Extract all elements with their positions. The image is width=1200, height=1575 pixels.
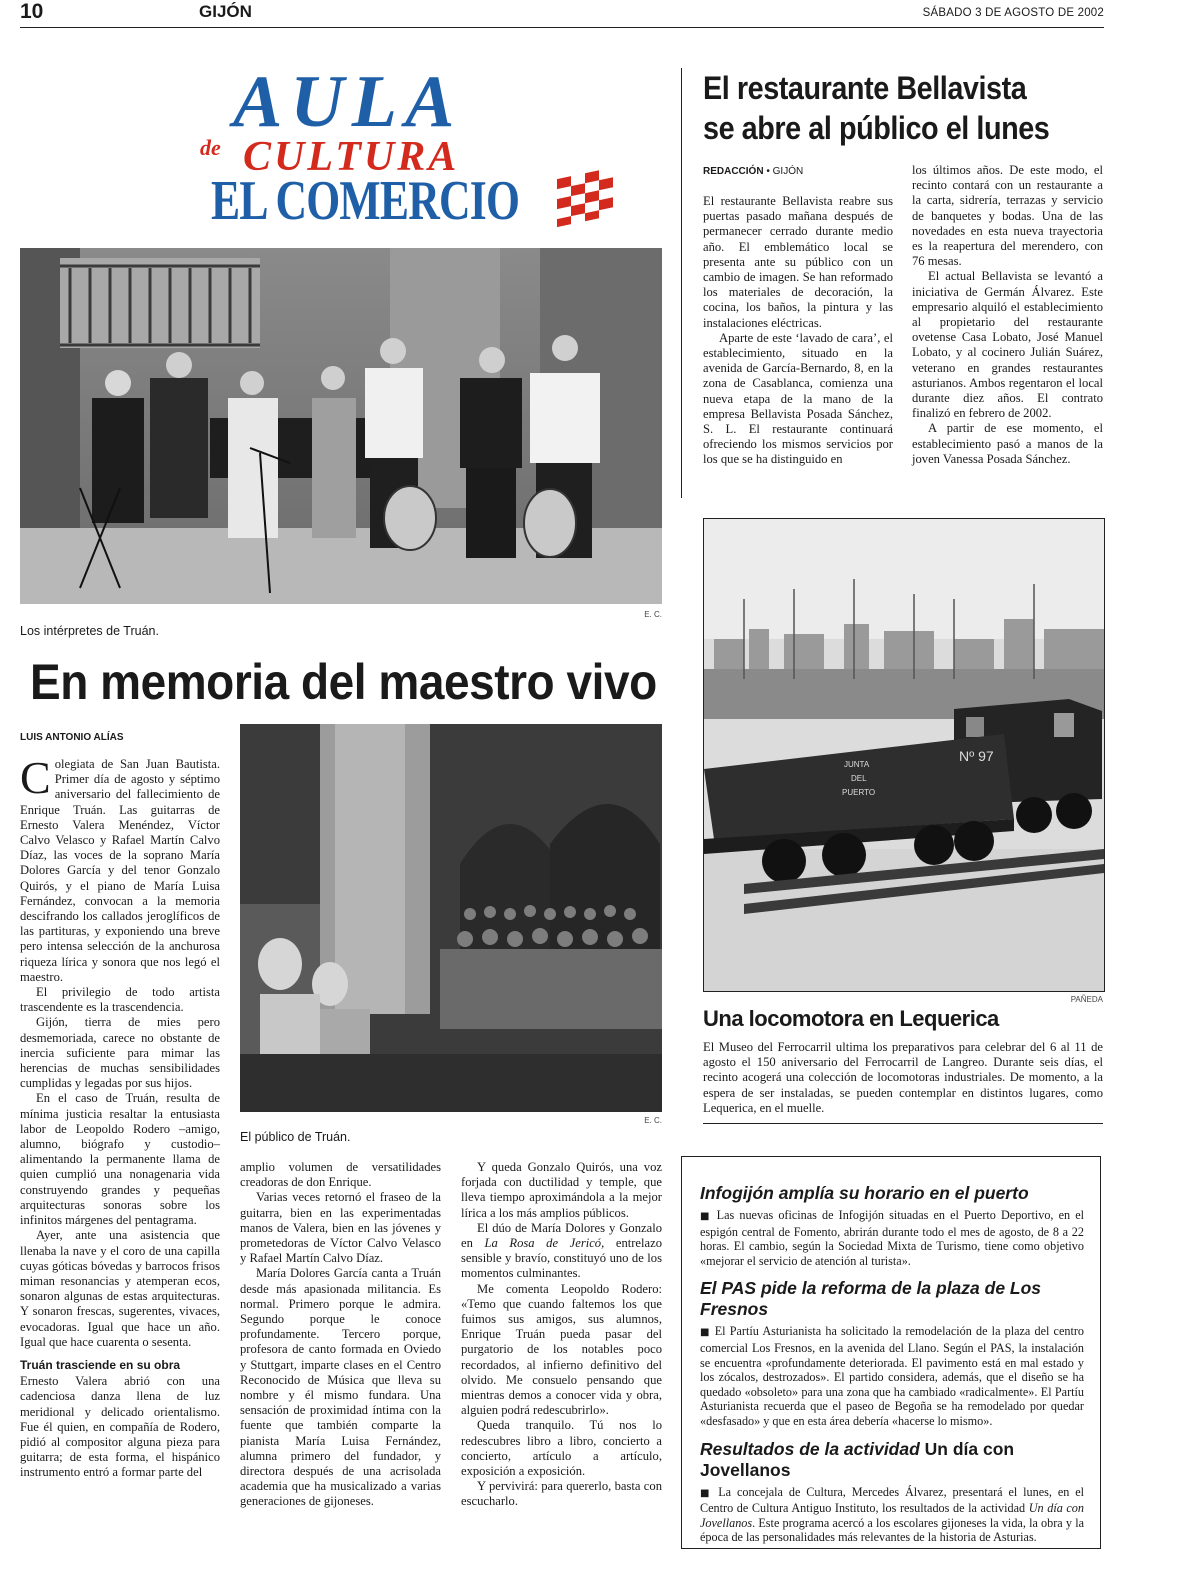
restaurant-col2 bbox=[912, 163, 1103, 467]
brief-item bbox=[700, 1183, 1084, 1268]
main-article-para: Ernesto Valera abrió con una cadenciosa danza llena de luz meridional y delicado orientalismo. Fue él quien, en compañía de Rodero, pidió al compositor alguna pieza para guitarra; de esta forma, el hispánico instrumento entró a formar parte del bbox=[20, 1374, 220, 1480]
wagon-text: JUNTA bbox=[844, 760, 870, 769]
restaurant-para: A partir de ese momento, el establecimiento pasó a manos de la joven Vanessa Posada Sánchez. bbox=[912, 421, 1103, 466]
bullet-icon: ■ bbox=[700, 1327, 711, 1339]
logo-aula: AULA bbox=[233, 61, 463, 143]
main-article-para: Varias veces retornó el fraseo de la guitarra, bien en las experimentadas manos de Valera, bien en las jóvenes y prometedoras de Víctor Calvo Velasco y Rafael Martín Calvo Díaz. bbox=[240, 1190, 441, 1266]
main-article-para: Colegiata de San Juan Bautista. Primer día de agosto y séptimo aniversario del fallecimiento de Enrique Truán. Las guitarras de Ernesto Valera Menéndez, Víctor Calvo Velasco y Rafael Martín Calvo Díaz, las voces de la soprano María Dolores García y del tenor Gonzalo Quirós, y el piano de María Luisa Fernández, convocan a la memoria descifrando los callados jeroglíficos de las partituras, y exponiendo una breve pero intensa selección de la anchurosa riqueza lírica y sonora que nos legó el maestro. bbox=[20, 752, 220, 984]
restaurant-para: Aparte de este ‘lavado de cara’, el establecimiento, situado en la avenida de García-Bernardo, 8, en la zona de Casablanca, comienza una nueva etapa de la mano de la empresa Bellavista Posada Sánchez, S. L. El restaurante continuará ofreciendo los mismos servicios por los que se ha distinguido en bbox=[703, 330, 893, 467]
brief-text: ■ La concejala de Cultura, Mercedes Álvarez, presentará el lunes, en el Centro de Cultura Antiguo Instituto, los resultados de la actividad Un día con Jovellanos. Este programa acercó a los escolares gijoneses la vida, la obra y la época de las personalidades más relevantes de la historia de Asturias. bbox=[700, 1484, 1085, 1545]
restaurant-col1 bbox=[703, 194, 893, 468]
main-article-para: El privilegio de todo artista trascendente es la trascendencia. bbox=[20, 985, 220, 1015]
restaurant-headline: El restaurante Bellavista se abre al público el lunes bbox=[703, 70, 1050, 146]
audience-photo-caption: El público de Truán. bbox=[240, 1130, 351, 1144]
main-article-para: Gijón, tierra de mies pero desmemoriada, carece no obstante de inercia suficiente para mimar las herencias de muchas sensibilidades cumplidas y legadas por sus hijos. bbox=[20, 1015, 220, 1091]
brief-item bbox=[700, 1278, 1084, 1428]
restaurant-para: El actual Bellavista se levantó a iniciativa de Germán Álvarez. Este empresario alquiló el establecimiento al propietario del restaurante ovetense Casa Lobato, José Manuel Lobato, y al cocinero Julián Suárez, veterano en grandes restaurantes asturianos. Ambos regentaron el local durante diez años. El contrato finalizó en febrero de 2002. bbox=[912, 269, 1103, 421]
locomotive-photo-credit: PAÑEDA bbox=[1070, 995, 1103, 1004]
locomotive-rule bbox=[703, 1123, 1103, 1124]
header-rule bbox=[20, 27, 1104, 28]
main-article-col3 bbox=[461, 1160, 662, 1510]
performers-photo-caption: Los intérpretes de Truán. bbox=[20, 624, 159, 638]
bullet-icon: ■ bbox=[700, 1211, 712, 1222]
main-article-para: Me comenta Leopoldo Rodero: «Temo que cuando faltemos los que fuimos sus amigos, sus alumnos, Enrique Truán pueda pasar del purgatorio de los notables poco recordados, al infierno definitivo del olvido. Me consuelo pensando que mientras demos a conocer vida y obra, alguien podrá redescubrirlo». bbox=[461, 1281, 662, 1418]
main-article-col1 bbox=[20, 752, 220, 1481]
main-article-para: Y queda Gonzalo Quirós, una voz forjada con ductilidad y temple, que lleva tiempo aproximándola a la mejor lírica a los más amplios públicos. bbox=[461, 1160, 662, 1220]
brief-text: ■ El Partíu Asturianista ha solicitado la remodelación de la plaza del centro comercial Los Fresnos, en la avenida del Llano. Según el PAS, la instalación se encuentra «profundamente deteriorada. El pavimento está en mal estado y los zócalos, destrozados». El partido considera, además, que el diseño se ha quedado «obsoleto» para una zona que ha cambiado «radicalmente». El Partíu Asturianista recuerda que el paseo de Begoña se ha remodelado por quedar «desfasado» y que en esta área debería «hacerse lo mismo». bbox=[700, 1324, 1085, 1428]
restaurant-para: El restaurante Bellavista reabre sus puertas pasado mañana después de permanecer cerrado durante medio año. El emblemático local se presenta ante su público con un cambio de imagen. Se han reformado los materiales de decoración, la cocina, los baños, la pintura y las instalaciones eléctricas. bbox=[703, 194, 893, 330]
brief-title: El PAS pide la reforma de la plaza de Los Fresnos bbox=[700, 1278, 1042, 1320]
brief-item bbox=[700, 1439, 1084, 1545]
logo-cultura: CULTURA bbox=[243, 134, 460, 180]
section-name: GIJÓN bbox=[199, 2, 252, 21]
column-divider bbox=[681, 68, 682, 498]
locomotive-text: El Museo del Ferrocarril ultima los preparativos para celebrar del 6 al 11 de agosto el 150 aniversario del Ferrocarril de Langreo. Durante seis días, el recinto acogerá una colección de locomotoras industriales. De momento, a la espera de ser instaladas, se pueden contemplar en distintos lugares, como Lequerica, en el muelle. bbox=[703, 1040, 1103, 1115]
briefs-box bbox=[681, 1156, 1101, 1549]
main-byline: LUIS ANTONIO ALÍAS bbox=[20, 732, 124, 743]
logo-el-comercio: EL COMERCIO bbox=[211, 170, 520, 232]
brief-title: Infogijón amplía su horario en el puerto bbox=[700, 1183, 1029, 1203]
main-article-subhead: Truán trasciende en su obra bbox=[20, 1357, 181, 1372]
main-article-para: En el caso de Truán, resulta de mínima justicia resaltar la entusiasta labor de Leopoldo Rodero –amigo, alumno, biógrafo y custodio– alimentando la permanente llama de quien cumplió una nonagenaria vida construyendo grandes y pequeñas arquitecturas sonoras sobre los infinitos márgenes del pentagrama. bbox=[20, 1091, 220, 1228]
issue-date: SÁBADO 3 DE AGOSTO DE 2002 bbox=[922, 7, 1104, 19]
dropcap: C bbox=[20, 752, 51, 803]
wagon-number: Nº 97 bbox=[959, 748, 994, 764]
wagon-text: DEL bbox=[851, 774, 867, 783]
bullet-icon: ■ bbox=[700, 1487, 713, 1499]
logo-emblem-icon bbox=[553, 160, 623, 230]
main-article-para: El dúo de María Dolores y Gonzalo en La Rosa de Jericó, entrelazo sensible y bravío, constituyó uno de los momentos culminantes. bbox=[461, 1220, 663, 1281]
aula-cultura-logo bbox=[195, 62, 635, 242]
main-headline: En memoria del maestro vivo bbox=[30, 654, 657, 710]
restaurant-byline: REDACCIÓN • GIJÓN bbox=[703, 166, 804, 177]
brief-text: ■ Las nuevas oficinas de Infogijón situadas en el Puerto Deportivo, en el espigón central de Fomento, abrirán durante todo el mes de agosto, de 8 a 22 horas. El cambio, según la Sociedad Mixta de Turismo, tiene como objetivo «mejorar el servicio de atención al turista». bbox=[700, 1208, 1085, 1268]
main-article-col2 bbox=[240, 1160, 441, 1510]
logo-de: de bbox=[200, 135, 221, 160]
locomotive-headline: Una locomotora en Lequerica bbox=[703, 1006, 999, 1031]
audience-photo-credit: E. C. bbox=[644, 1116, 662, 1125]
main-article-para: amplio volumen de versatilidades creadoras de don Enrique. bbox=[240, 1160, 441, 1190]
locomotive-photo bbox=[703, 518, 1105, 992]
locomotive-illustration bbox=[704, 519, 1104, 991]
main-article-para: Ayer, ante una asistencia que llenaba la nave y el coro de una capilla cuyas góticas bóvedas y barrocos frisos miman resonancias y atemperan ecos, sonaron algunas de estas arquitecturas. Y sonaron frescas, sugerentes, vivaces, evocadoras. Igual que hace un año. Igual que hace cuarenta o sesenta. bbox=[20, 1228, 220, 1349]
wagon-text: PUERTO bbox=[842, 788, 876, 797]
page-number: 10 bbox=[20, 0, 44, 23]
main-article-para: Queda tranquilo. Tú nos lo redescubres libro a libro, concierto a concierto, artículo a artículo, exposición a exposición. bbox=[461, 1418, 662, 1479]
brief-title: Resultados de la actividad Un día con Jovellanos bbox=[700, 1438, 1015, 1480]
performers-photo bbox=[20, 248, 662, 604]
performers-photo-credit: E. C. bbox=[644, 610, 662, 619]
main-article-para: María Dolores García canta a Truán desde más apasionada militancia. Es normal. Primero porque le admira. Segundo porque le conoce profundamente. Tercero porque, profesora de canto formada en Oviedo y Stuttgart, imparte clases en el Centro Reconocido de Música que lleva su nombre y él mismo fundara. Una sensación de proximidad íntima con la fuente que también comparte la pianista María Luisa Fernández, alumna primero del fundador, y directora después de una acrisolada academia que ha musicalizado a varias generaciones de gijoneses. bbox=[240, 1266, 441, 1509]
audience-photo bbox=[240, 724, 662, 1112]
main-article-para: Y pervivirá: para quererlo, basta con escucharlo. bbox=[461, 1479, 662, 1509]
performers-illustration bbox=[20, 248, 662, 604]
restaurant-para: los últimos años. De este modo, el recinto contará con un restaurante a la carta, sidrería, terrazas y servicio de banquetes y bodas. Una de las novedades en esta nueva trayectoria es la reapertura del merendero, con 76 mesas. bbox=[912, 163, 1103, 269]
audience-illustration bbox=[240, 724, 662, 1112]
